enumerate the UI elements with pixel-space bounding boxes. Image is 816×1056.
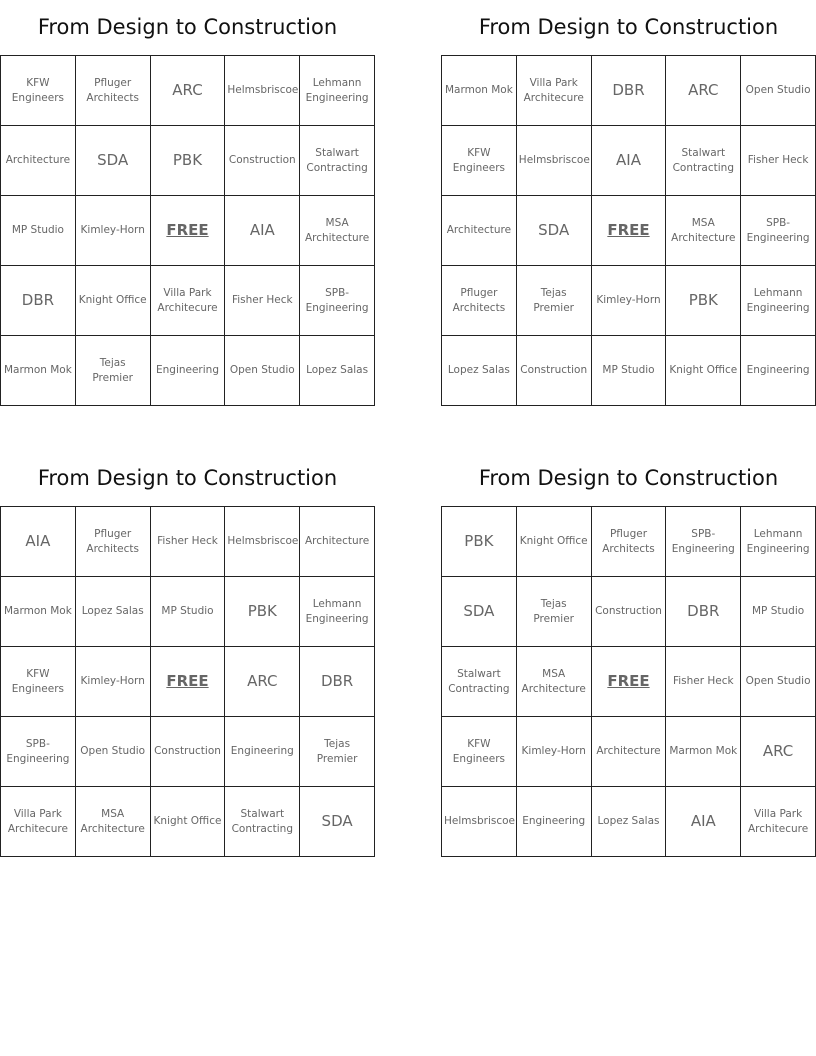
bingo-cell: Lehmann Engineering — [741, 507, 816, 577]
bingo-cell: Villa Park Architecure — [741, 787, 816, 857]
bingo-cell: KFW Engineers — [442, 126, 517, 196]
bingo-cell: MP Studio — [1, 196, 76, 266]
bingo-card — [0, 451, 375, 857]
bingo-cell: MP Studio — [150, 577, 225, 647]
bingo-cell: Lehmann Engineering — [741, 266, 816, 336]
bingo-cell: Kimley-Horn — [75, 647, 150, 717]
bingo-cell: Fisher Heck — [741, 126, 816, 196]
bingo-cell: SDA — [516, 196, 591, 266]
bingo-cell: KFW Engineers — [1, 56, 76, 126]
bingo-cell: SPB-Engineering — [300, 266, 375, 336]
bingo-cell: Fisher Heck — [666, 647, 741, 717]
bingo-cell: AIA — [591, 126, 666, 196]
bingo-cell: AIA — [225, 196, 300, 266]
bingo-cell: Construction — [150, 717, 225, 787]
bingo-cell: MP Studio — [741, 577, 816, 647]
bingo-cell: KFW Engineers — [442, 717, 517, 787]
bingo-card — [441, 0, 816, 406]
bingo-cell: MSA Architecture — [300, 196, 375, 266]
bingo-cell: Open Studio — [75, 717, 150, 787]
bingo-cell: Engineering — [516, 787, 591, 857]
bingo-grid — [441, 55, 816, 406]
card-title: From Design to Construction — [478, 466, 779, 490]
bingo-grid — [0, 506, 375, 857]
bingo-cell: ARC — [741, 717, 816, 787]
bingo-cell: Open Studio — [741, 56, 816, 126]
bingo-cell: SDA — [75, 126, 150, 196]
bingo-cell: Stalwart Contracting — [442, 647, 517, 717]
bingo-cell: Kimley-Horn — [591, 266, 666, 336]
bingo-cell: Marmon Mok — [1, 336, 76, 406]
bingo-cell: MSA Architecture — [666, 196, 741, 266]
bingo-cell: Lehmann Engineering — [300, 577, 375, 647]
bingo-cell: Kimley-Horn — [75, 196, 150, 266]
bingo-cell: KFW Engineers — [1, 647, 76, 717]
bingo-cell: PBK — [442, 507, 517, 577]
bingo-cell: Architecture — [442, 196, 517, 266]
bingo-cell: Open Studio — [225, 336, 300, 406]
bingo-cell: Helmsbriscoe — [516, 126, 591, 196]
bingo-cell: Helmsbriscoe — [225, 56, 300, 126]
bingo-cell: Knight Office — [666, 336, 741, 406]
bingo-cell: Pfluger Architects — [75, 507, 150, 577]
bingo-cell: Lopez Salas — [75, 577, 150, 647]
card-title: From Design to Construction — [478, 15, 779, 39]
bingo-cell: Pfluger Architects — [442, 266, 517, 336]
bingo-cell: MSA Architecture — [516, 647, 591, 717]
bingo-cell: DBR — [1, 266, 76, 336]
bingo-cell: Architecture — [591, 717, 666, 787]
bingo-cell: DBR — [666, 577, 741, 647]
bingo-cell: Villa Park Architecure — [150, 266, 225, 336]
bingo-cell: AIA — [1, 507, 76, 577]
bingo-cell: ARC — [666, 56, 741, 126]
free-space: FREE — [591, 196, 666, 266]
bingo-cell: DBR — [591, 56, 666, 126]
bingo-cell: Lopez Salas — [591, 787, 666, 857]
bingo-cell: AIA — [666, 787, 741, 857]
bingo-cell: PBK — [666, 266, 741, 336]
bingo-cell: SDA — [300, 787, 375, 857]
bingo-grid — [441, 506, 816, 857]
card-title: From Design to Construction — [37, 466, 338, 490]
bingo-cell: Pfluger Architects — [591, 507, 666, 577]
bingo-cell: Open Studio — [741, 647, 816, 717]
bingo-cell: Marmon Mok — [442, 56, 517, 126]
bingo-cell: Tejas Premier — [75, 336, 150, 406]
bingo-cell: Stalwart Contracting — [666, 126, 741, 196]
bingo-cell: Stalwart Contracting — [225, 787, 300, 857]
bingo-cell: Kimley-Horn — [516, 717, 591, 787]
bingo-cell: MP Studio — [591, 336, 666, 406]
bingo-cell: Lopez Salas — [442, 336, 517, 406]
free-space: FREE — [591, 647, 666, 717]
free-space: FREE — [150, 647, 225, 717]
bingo-cell: Knight Office — [516, 507, 591, 577]
bingo-cell: Tejas Premier — [300, 717, 375, 787]
bingo-cell: MSA Architecture — [75, 787, 150, 857]
bingo-cell: ARC — [150, 56, 225, 126]
bingo-cell: Knight Office — [150, 787, 225, 857]
bingo-cell: Lopez Salas — [300, 336, 375, 406]
bingo-cell: SPB-Engineering — [741, 196, 816, 266]
bingo-card — [441, 451, 816, 857]
bingo-cell: Marmon Mok — [666, 717, 741, 787]
bingo-cell: Fisher Heck — [225, 266, 300, 336]
bingo-cell: Engineering — [741, 336, 816, 406]
bingo-cell: Lehmann Engineering — [300, 56, 375, 126]
bingo-cell: Tejas Premier — [516, 577, 591, 647]
bingo-cell: Marmon Mok — [1, 577, 76, 647]
bingo-cell: Construction — [225, 126, 300, 196]
bingo-cell: PBK — [225, 577, 300, 647]
bingo-cell: Engineering — [150, 336, 225, 406]
bingo-cell: PBK — [150, 126, 225, 196]
bingo-card — [0, 0, 375, 406]
bingo-cell: Villa Park Architecure — [516, 56, 591, 126]
bingo-cell: SPB-Engineering — [1, 717, 76, 787]
bingo-cell: Architecture — [1, 126, 76, 196]
bingo-grid — [0, 55, 375, 406]
bingo-cell: Fisher Heck — [150, 507, 225, 577]
bingo-cell: Helmsbriscoe — [225, 507, 300, 577]
bingo-cell: SPB-Engineering — [666, 507, 741, 577]
bingo-cell: ARC — [225, 647, 300, 717]
free-space: FREE — [150, 196, 225, 266]
bingo-cell: Knight Office — [75, 266, 150, 336]
bingo-cell: Architecture — [300, 507, 375, 577]
bingo-cell: Villa Park Architecure — [1, 787, 76, 857]
card-title: From Design to Construction — [37, 15, 338, 39]
bingo-cell: DBR — [300, 647, 375, 717]
bingo-cell: Tejas Premier — [516, 266, 591, 336]
bingo-cell: SDA — [442, 577, 517, 647]
bingo-cell: Engineering — [225, 717, 300, 787]
bingo-cell: Pfluger Architects — [75, 56, 150, 126]
bingo-cell: Helmsbriscoe — [442, 787, 517, 857]
bingo-cell: Construction — [591, 577, 666, 647]
bingo-cell: Stalwart Contracting — [300, 126, 375, 196]
bingo-cell: Construction — [516, 336, 591, 406]
